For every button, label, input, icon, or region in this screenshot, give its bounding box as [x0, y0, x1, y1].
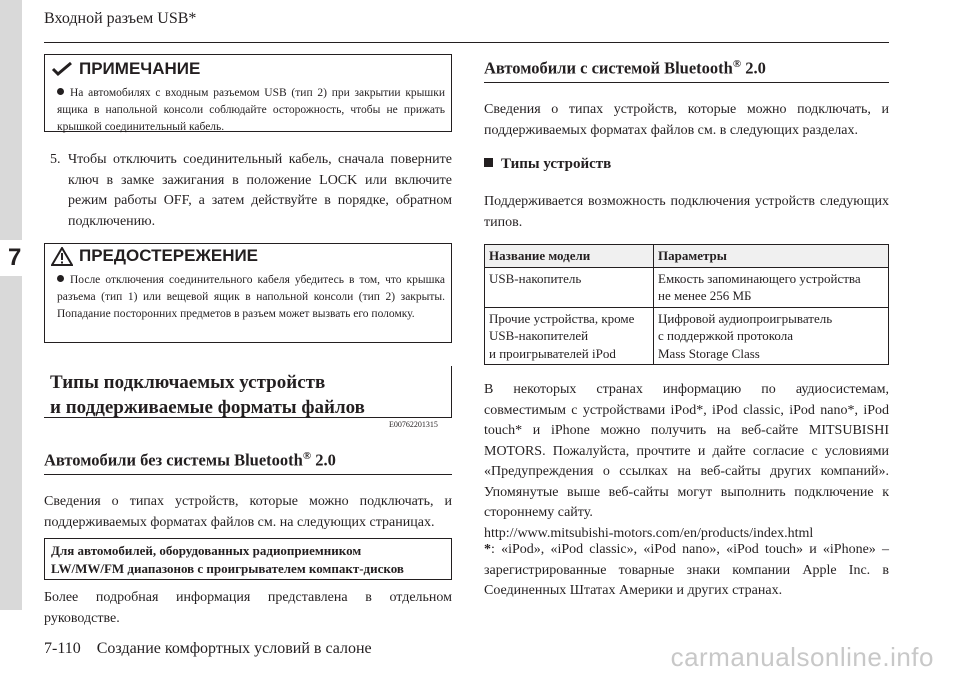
chapter-number: 7 [8, 244, 22, 271]
radio-model-label [51, 542, 404, 578]
info-text [484, 380, 889, 544]
radio-line2: LW/MW/FM диапазонов с проигрывателем компакт-дисков [51, 561, 404, 576]
chapter-sidebar [0, 0, 22, 610]
radio-line1: Для автомобилей, оборудованных радиоприемником [51, 543, 362, 558]
cell-line: USB-накопителей [489, 328, 589, 343]
bullet-icon [57, 275, 64, 282]
warning-text: После отключения соединительного кабеля убедитесь в том, что крышка разъема (тип 1) или вещевой ящик в напольной консоли (тип 2) закрыты. Попадание посторонних предметов в разъем может вызвать его поломку. [57, 274, 445, 320]
more-info-text: Более подробная информация представлена в отдельном руководстве. [44, 590, 452, 626]
warning-heading [45, 244, 451, 268]
info-paragraph: В некоторых странах информацию по аудиосистемам, совместимым с устройствами iPod*, iPod classic, iPod nano*, iPod touch* и iPhone можно получить на веб-сайте MITSUBISHI MOTORS. Пожалуйста, прочтите и дайте согласие с условиями «Предупреждения о ссылках на веб-сайты других компаний». Упомянутые выше веб-сайты могут выполнить подключение к стороннему сайту. [484, 382, 889, 520]
note-box [44, 54, 452, 132]
table-cell-model [485, 307, 654, 365]
note-heading-text: ПРИМЕЧАНИЕ [79, 59, 201, 78]
section-title-line1: Типы подключаемых устройств [50, 372, 326, 393]
registered-mark: ® [732, 58, 742, 70]
warning-body [57, 272, 445, 323]
bluetooth-heading [484, 58, 766, 79]
device-types-text: Поддерживается возможность подключения устройств следующих типов. [484, 194, 889, 230]
heading-rule [484, 82, 889, 83]
section-code: E00762201315 [389, 420, 438, 429]
table-header-model: Название модели [485, 245, 654, 268]
table-header-params: Параметры [654, 245, 889, 268]
header-rule [44, 42, 889, 43]
footnote [484, 540, 889, 602]
no-bt-version: 2.0 [311, 450, 336, 470]
section-title-box [44, 366, 452, 418]
table-row [485, 307, 889, 365]
bt-text: Сведения о типах устройств, которые можно подключать, и поддерживаемых форматах файлов см. в следующих разделах. [484, 102, 889, 138]
step-text: Чтобы отключить соединительный кабель, сначала поверните ключ в замке зажигания в положение LOCK или включите режим работы OFF, а затем действуйте в порядке, обратном подключению. [68, 152, 452, 229]
radio-model-box [44, 538, 452, 580]
section-title-line2: и поддерживаемые форматы файлов [50, 397, 365, 418]
table-cell-params [654, 267, 889, 307]
device-types-heading [484, 156, 611, 173]
table-header-row [485, 245, 889, 268]
page-number: 7-110 [44, 640, 81, 657]
cell-line: Емкость запоминающего устройства [658, 270, 861, 286]
no-bt-text: Сведения о типах устройств, которые можно подключать, и поддерживаемых форматах файлов см. на следующих страницах. [44, 494, 452, 530]
no-bluetooth-heading [44, 450, 336, 471]
url-link[interactable]: http://www.mitsubishi-motors.com/en/products/index.html [484, 525, 814, 541]
step-number: 5. [50, 152, 61, 167]
page-footer [44, 640, 372, 658]
device-types-table [484, 244, 889, 365]
note-text: На автомобилях с входным разъемом USB (тип 2) при закрытии крышки ящика в напольной консоли соблюдайте осторожность, чтобы не прижать крышкой соединительный кабель. [57, 87, 445, 133]
bt-version: 2.0 [741, 58, 766, 78]
table-row [485, 267, 889, 307]
footnote-mark: * [484, 542, 491, 557]
bullet-icon [57, 88, 64, 95]
cell-line: USB-накопитель [489, 270, 582, 286]
pencil-check-icon [51, 61, 73, 77]
page-header-title: Входной разъем USB* [44, 10, 197, 27]
note-heading [51, 59, 200, 79]
no-bt-heading-text: Автомобили без системы Bluetooth [44, 450, 303, 470]
heading-rule [44, 474, 452, 475]
chapter-tab [0, 240, 30, 276]
cell-line: не менее 256 МБ [658, 288, 752, 303]
warning-heading-text: ПРЕДОСТЕРЕЖЕНИЕ [79, 246, 259, 265]
warning-triangle-icon [51, 247, 73, 266]
warning-box [44, 243, 452, 343]
registered-mark: ® [302, 450, 312, 462]
step-5 [50, 150, 452, 232]
note-body [57, 85, 445, 136]
table-cell-model [485, 267, 654, 307]
footnote-text: : «iPod», «iPod classic», «iPod nano», «iPod touch» и «iPhone» – зарегистрированные товарные знаки компании Apple Inc. в Соединенных Штатах Америки и других странах. [484, 542, 889, 598]
cell-line: Прочие устройства, кроме [489, 310, 635, 326]
cell-line: и проигрывателей iPod [489, 345, 616, 361]
cell-line: Mass Storage Class [658, 345, 760, 361]
device-types-heading-text: Типы устройств [501, 156, 612, 172]
cell-line: Цифровой аудиопроигрыватель [658, 310, 833, 326]
watermark: carmanualsonline.info [670, 642, 934, 672]
table-cell-params [654, 307, 889, 365]
footer-section: Создание комфортных условий в салоне [96, 640, 372, 657]
cell-line: с поддержкой протокола [658, 328, 793, 343]
bt-heading-text: Автомобили с системой Bluetooth [484, 58, 733, 78]
square-bullet-icon [484, 158, 493, 167]
section-title [50, 370, 365, 420]
